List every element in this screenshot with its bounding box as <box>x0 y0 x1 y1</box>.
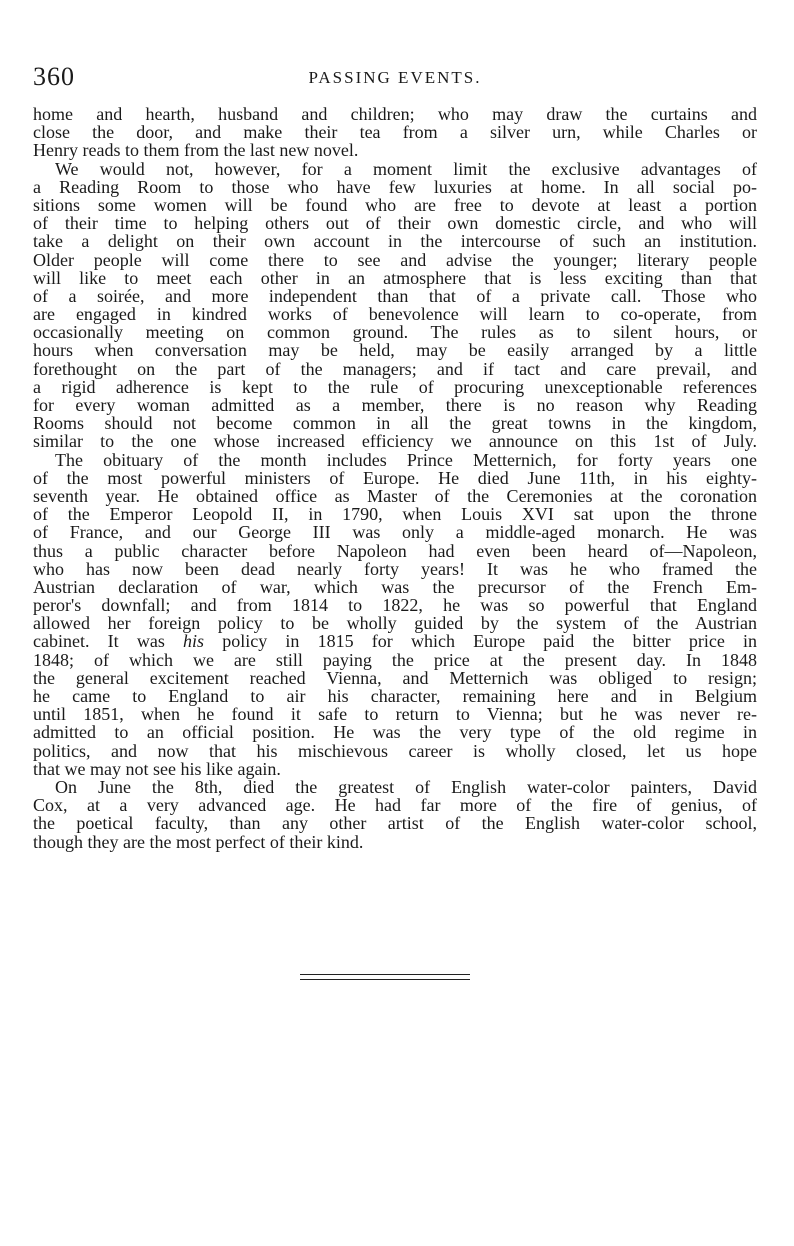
text-line: until 1851, when he found it safe to return to Vienna; but he was never re- <box>33 704 757 725</box>
text-line: the poetical faculty, than any other artist of the English water-color school, <box>33 813 757 834</box>
text-line: Older people will come there to see and advise the younger; literary people <box>33 249 757 270</box>
text-line: thus a public character before Napoleon had even been heard of—Napoleon, <box>33 540 757 561</box>
text-line: Rooms should not become common in all the great towns in the kingdom, <box>33 413 757 434</box>
text-line: We would not, however, for a moment limit the exclusive advantages of <box>55 158 757 179</box>
text-line: he came to England to air his character, remaining here and in Belgium <box>33 686 757 706</box>
text-line: a Reading Room to those who have few luxuries at home. In all social po- <box>33 176 757 197</box>
rule-line-top <box>300 974 470 975</box>
text-line: occasionally meeting on common ground. The rules as to silent hours, or <box>33 322 757 343</box>
text-line: of a soirée, and more independent than that of a private call. Those who <box>33 285 757 306</box>
text-line: hours when conversation may be held, may be easily arranged by a little <box>33 340 757 361</box>
text-line: close the door, and make their tea from a silver urn, while Charles or <box>33 122 757 143</box>
page-number: 360 <box>33 62 75 91</box>
text-line: though they are the most perfect of their kind. <box>33 831 364 852</box>
text-line: politics, and now that his mischievous career is wholly closed, let us hope <box>33 740 757 761</box>
text-line: seventh year. He obtained office as Master of the Ceremonies at the coronation <box>33 485 757 506</box>
body-text <box>33 105 757 851</box>
text-line: are engaged in kindred works of benevolence will learn to co-operate, from <box>33 304 757 325</box>
text-line: 1848; of which we are still paying the price at the present day. In 1848 <box>33 649 757 670</box>
text-line: allowed her foreign policy to be wholly guided by the system of the Austrian <box>33 613 757 634</box>
text-line: peror's downfall; and from 1814 to 1822, he was so powerful that England <box>33 595 757 616</box>
text-line: similar to the one whose increased efficiency we announce on this 1st of July. <box>33 431 757 452</box>
running-title: PASSING EVENTS. <box>308 68 482 87</box>
text-line: Austrian declaration of war, which was the precursor of the French Em- <box>33 576 757 597</box>
text-line: forethought on the part of the managers; and if tact and care prevail, and <box>33 358 757 379</box>
text-line: The obituary of the month includes Prince Metternich, for forty years one <box>55 449 757 470</box>
emphasis: his <box>183 631 205 652</box>
text-line: of their time to helping others out of their own domestic circle, and who will <box>33 213 757 234</box>
text-line: for every woman admitted as a member, there is no reason why Reading <box>33 395 757 415</box>
text-line: of the most powerful ministers of Europe. He died June 11th, in his eighty- <box>33 467 757 488</box>
text-line: that we may not see his like again. <box>33 758 281 779</box>
text-line: admitted to an official position. He was the very type of the old regime in <box>33 722 757 743</box>
text-line: cabinet. It was his policy in 1815 for which Europe paid the bitter price in <box>33 631 757 652</box>
text-line: On June the 8th, died the greatest of English water-color painters, David <box>55 776 757 797</box>
section-end-rule <box>300 974 470 982</box>
text-line: who has now been dead nearly forty years! It was he who framed the <box>33 558 757 579</box>
text-line: sitions some women will be found who are free to devote at least a portion <box>33 194 757 215</box>
text-line: of the Emperor Leopold II, in 1790, when Louis XVI sat upon the throne <box>33 504 757 525</box>
text-line: home and hearth, husband and children; who may draw the curtains and <box>33 104 757 124</box>
text-line: Cox, at a very advanced age. He had far more of the fire of genius, of <box>33 795 757 816</box>
text-line: of France, and our George III was only a middle-aged monarch. He was <box>33 522 757 543</box>
text-line: take a delight on their own account in the intercourse of such an institution. <box>33 231 757 252</box>
running-head <box>33 62 757 92</box>
text-line: Henry reads to them from the last new novel. <box>33 140 359 161</box>
text-line: will like to meet each other in an atmosphere that is less exciting than that <box>33 267 757 288</box>
text-line: a rigid adherence is kept to the rule of procuring unexceptionable references <box>33 376 757 397</box>
text-line: the general excitement reached Vienna, and Metternich was obliged to resign; <box>33 667 757 688</box>
rule-line-bottom <box>300 979 470 980</box>
